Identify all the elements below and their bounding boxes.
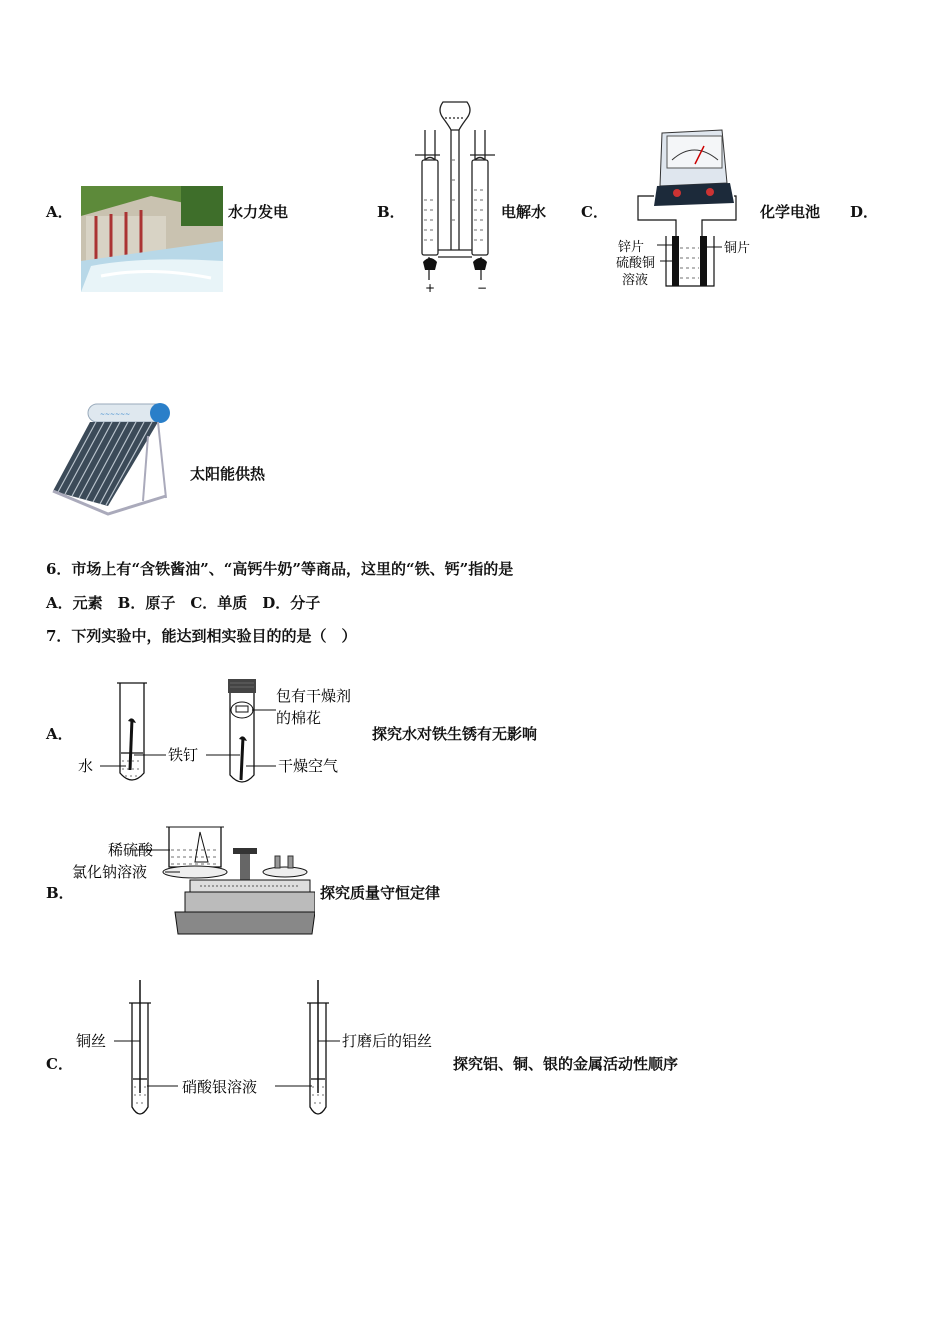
electrolysis-apparatus-diagram [405,100,505,295]
copper-sheet-label: 铜片 [724,241,751,256]
q5-option-b-text: 电解水 [501,203,547,221]
copper-sulfate-label-2: 溶液 [622,273,649,288]
q7-option-b-text: 探究质量守恒定律 [320,884,441,902]
q7-option-a-letter: A． [46,725,73,743]
q5-option-a-letter: A． [46,203,73,221]
sodium-chloride-solution-label: 氯化钠溶液 [72,863,148,881]
q7-option-c-letter: C． [46,1055,73,1073]
dry-air-label: 干燥空气 [278,757,339,775]
dilute-sulfuric-acid-label: 稀硫酸 [108,841,154,859]
copper-wire-label: 铜丝 [76,1032,107,1050]
anode-plus-label: + [425,281,436,295]
copper-sulfate-label-1: 硫酸铜 [616,256,656,271]
polished-aluminum-wire-label: 打磨后的铝丝 [342,1032,433,1050]
svg-text:~~~~~~: ~~~~~~ [100,411,131,418]
solar-water-heater-image [48,396,173,521]
chemical-cell-diagram [612,128,762,293]
cathode-minus-label: − [477,281,488,295]
q5-option-b-letter: B． [377,203,405,221]
q6-options: A．元素 B．原子 C．单质 D．分子 [46,594,321,612]
q5-option-d-letter: D． [850,203,879,221]
silver-nitrate-solution-label: 硝酸银溶液 [182,1078,258,1096]
metal-activity-test-tubes-diagram [70,975,455,1125]
q6-stem: 6．市场上有“含铁酱油”、“高钙牛奶”等商品，这里的“铁、钙”指的是 [46,560,514,578]
q7-stem: 7．下列实验中，能达到相实验目的的是（ ） [46,627,357,645]
hydropower-image [81,186,223,292]
q5-option-d-text: 太阳能供热 [190,465,266,483]
iron-rust-test-tubes-diagram [70,675,370,790]
balance-mass-conservation-diagram [70,822,315,940]
q5-option-c-text: 化学电池 [760,203,821,221]
q7-option-c-text: 探究铝、铜、银的金属活动性顺序 [453,1055,679,1073]
zinc-sheet-label: 锌片 [618,240,645,255]
q7-option-a-text: 探究水对铁生锈有无影响 [372,725,538,743]
desiccant-cotton-label-2: 的棉花 [276,709,322,727]
desiccant-cotton-label-1: 包有干燥剂 [276,687,352,705]
iron-nail-label: 铁钉 [168,746,199,764]
q5-option-a-text: 水力发电 [228,203,289,221]
q5-option-c-letter: C． [581,203,608,221]
water-label: 水 [78,757,94,775]
q7-option-b-letter: B． [46,884,74,902]
